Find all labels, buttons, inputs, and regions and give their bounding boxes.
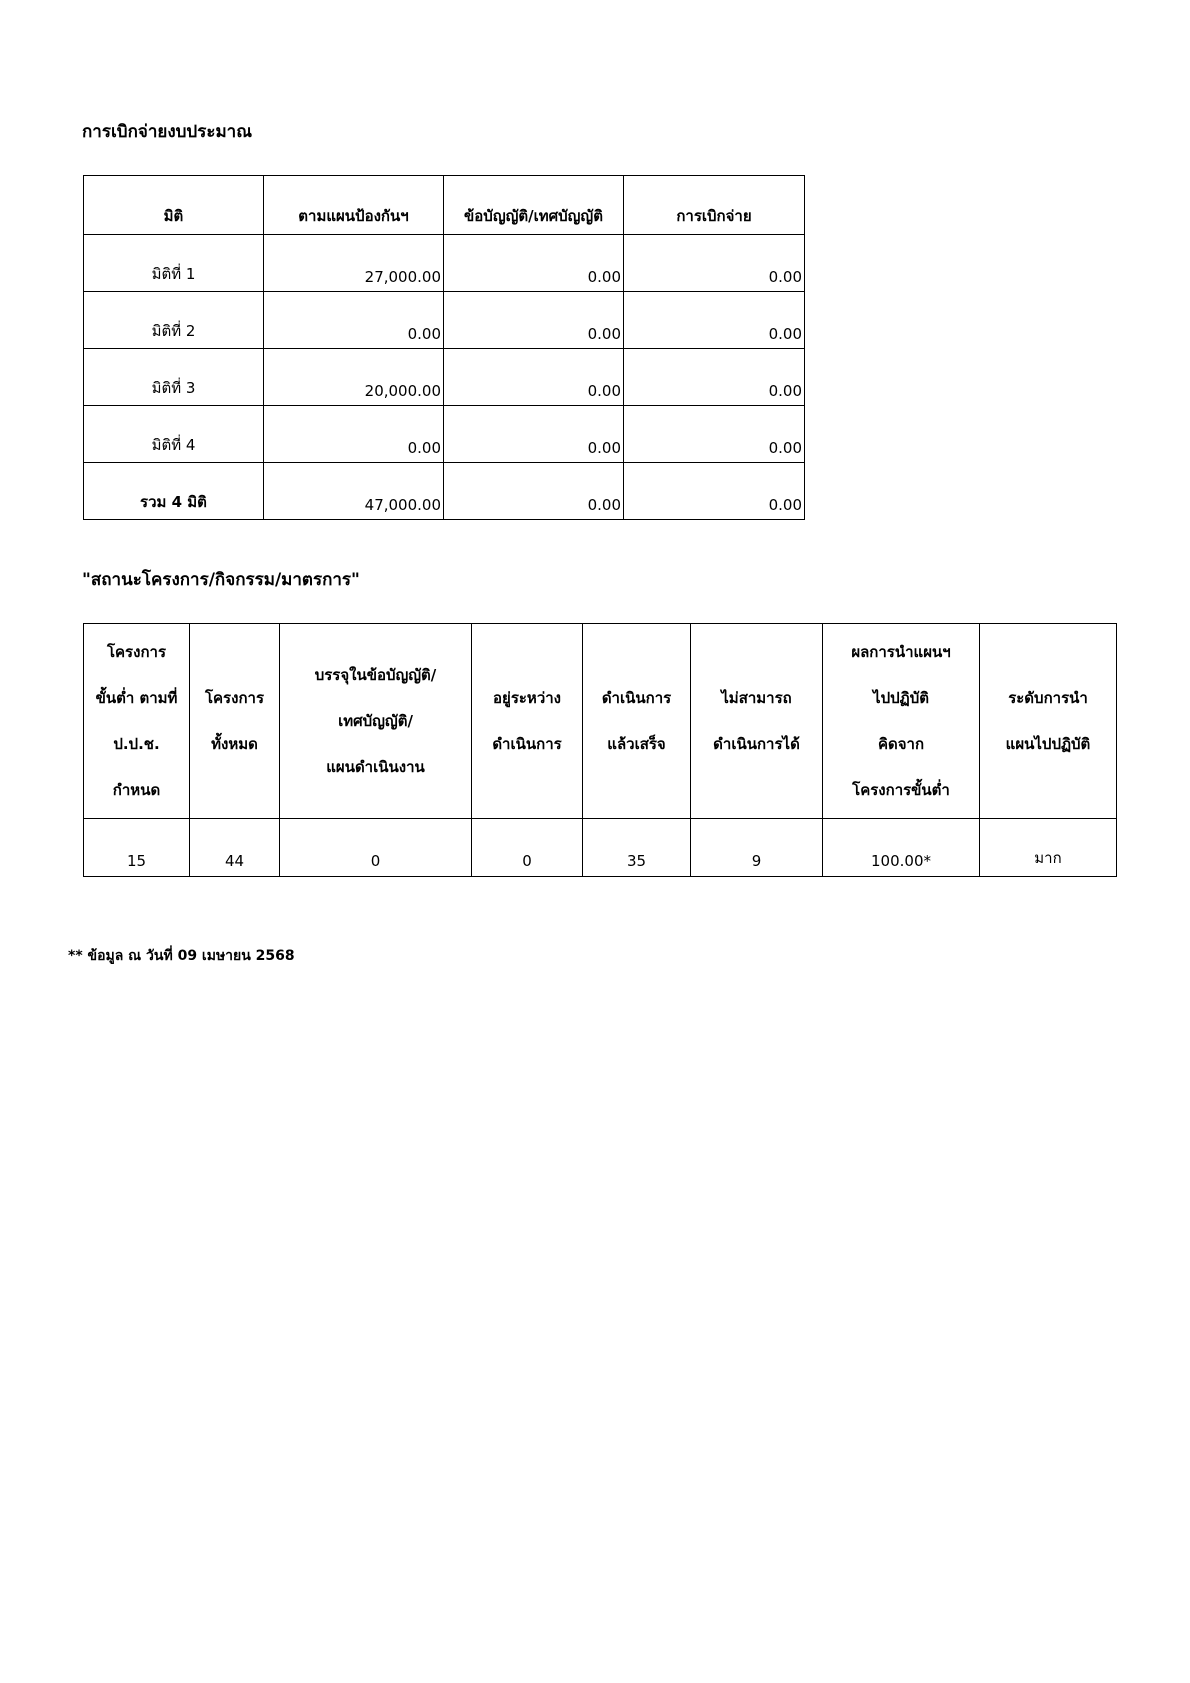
header-completed [583,624,691,819]
status-section-title: "สถานะโครงการ/กิจกรรม/มาตรการ" [82,570,360,590]
ordinance-amount: 0.00 [444,235,624,292]
header-total-projects [190,624,280,819]
header-line: ไม่สามารถ [721,689,792,707]
header-line: คิดจาก [877,735,925,753]
header-line: โครงการขั้นต่ำ [852,781,950,799]
plan-total: 47,000.00 [264,463,444,520]
implementation-result-value: 100.00* [823,819,980,877]
header-line: ดำเนินการ [601,689,672,707]
budget-section-title: การเบิกจ่ายงบประมาณ [82,122,252,142]
column-header: ข้อบัญญัติ/เทศบัญญัติ [444,176,624,235]
plan-amount: 0.00 [264,292,444,349]
ordinance-amount: 0.00 [444,406,624,463]
header-line: โครงการ [204,689,265,707]
header-line: บรรจุในข้อบัญญัติ/ [314,666,437,684]
header-line: ป.ป.ช. [113,735,160,753]
dimension-label: มิติที่ 2 [84,292,264,349]
header-implementation-result [823,624,980,819]
completed-value: 35 [583,819,691,877]
ordinance-total: 0.00 [444,463,624,520]
header-in-progress [472,624,583,819]
disbursed-amount: 0.00 [624,235,805,292]
header-cannot-proceed [691,624,823,819]
header-implementation-level [980,624,1117,819]
total-projects-value: 44 [190,819,280,877]
dimension-label: มิติที่ 3 [84,349,264,406]
minimum-projects-value: 15 [84,819,190,877]
in-progress-value: 0 [472,819,583,877]
header-minimum-projects [84,624,190,819]
project-status-table [83,623,1117,877]
header-line: ไปปฏิบัติ [873,689,929,707]
header-line: ดำเนินการ [492,735,562,753]
header-line: ดำเนินการได้ [713,735,800,753]
footnote: ** ข้อมูล ณ วันที่ 09 เมษายน 2568 [68,948,295,964]
header-included-in-ordinance [280,624,472,819]
table-row [84,819,1117,877]
header-line: แผนไปปฏิบัติ [1005,735,1091,753]
header-line: ระดับการนำ [1008,689,1088,707]
table-row [84,406,805,463]
header-line: แล้วเสร็จ [607,735,666,753]
cannot-proceed-value: 9 [691,819,823,877]
disbursed-amount: 0.00 [624,292,805,349]
header-line: เทศบัญญัติ/ [338,712,413,730]
header-line: โครงการ [106,643,167,661]
column-header: มิติ [84,176,264,235]
column-header: ตามแผนป้องกันฯ [264,176,444,235]
table-row [84,235,805,292]
table-row [84,292,805,349]
plan-amount: 0.00 [264,406,444,463]
total-label: รวม 4 มิติ [84,463,264,520]
dimension-label: มิติที่ 1 [84,235,264,292]
table-header-row [84,176,805,235]
total-row [84,463,805,520]
budget-table [83,175,805,520]
ordinance-amount: 0.00 [444,292,624,349]
plan-amount: 20,000.00 [264,349,444,406]
header-line: ทั้งหมด [211,735,258,753]
plan-amount: 27,000.00 [264,235,444,292]
table-row [84,349,805,406]
header-line: อยู่ระหว่าง [493,689,561,707]
disbursed-total: 0.00 [624,463,805,520]
included-in-ordinance-value: 0 [280,819,472,877]
disbursed-amount: 0.00 [624,406,805,463]
header-line: กำหนด [112,781,161,799]
ordinance-amount: 0.00 [444,349,624,406]
header-line: ผลการนำแผนฯ [851,643,951,661]
implementation-level-value: มาก [980,819,1117,877]
table-header-row [84,624,1117,819]
column-header: การเบิกจ่าย [624,176,805,235]
header-line: แผนดำเนินงาน [326,758,425,776]
dimension-label: มิติที่ 4 [84,406,264,463]
disbursed-amount: 0.00 [624,349,805,406]
header-line: ขั้นต่ำ ตามที่ [95,689,178,707]
